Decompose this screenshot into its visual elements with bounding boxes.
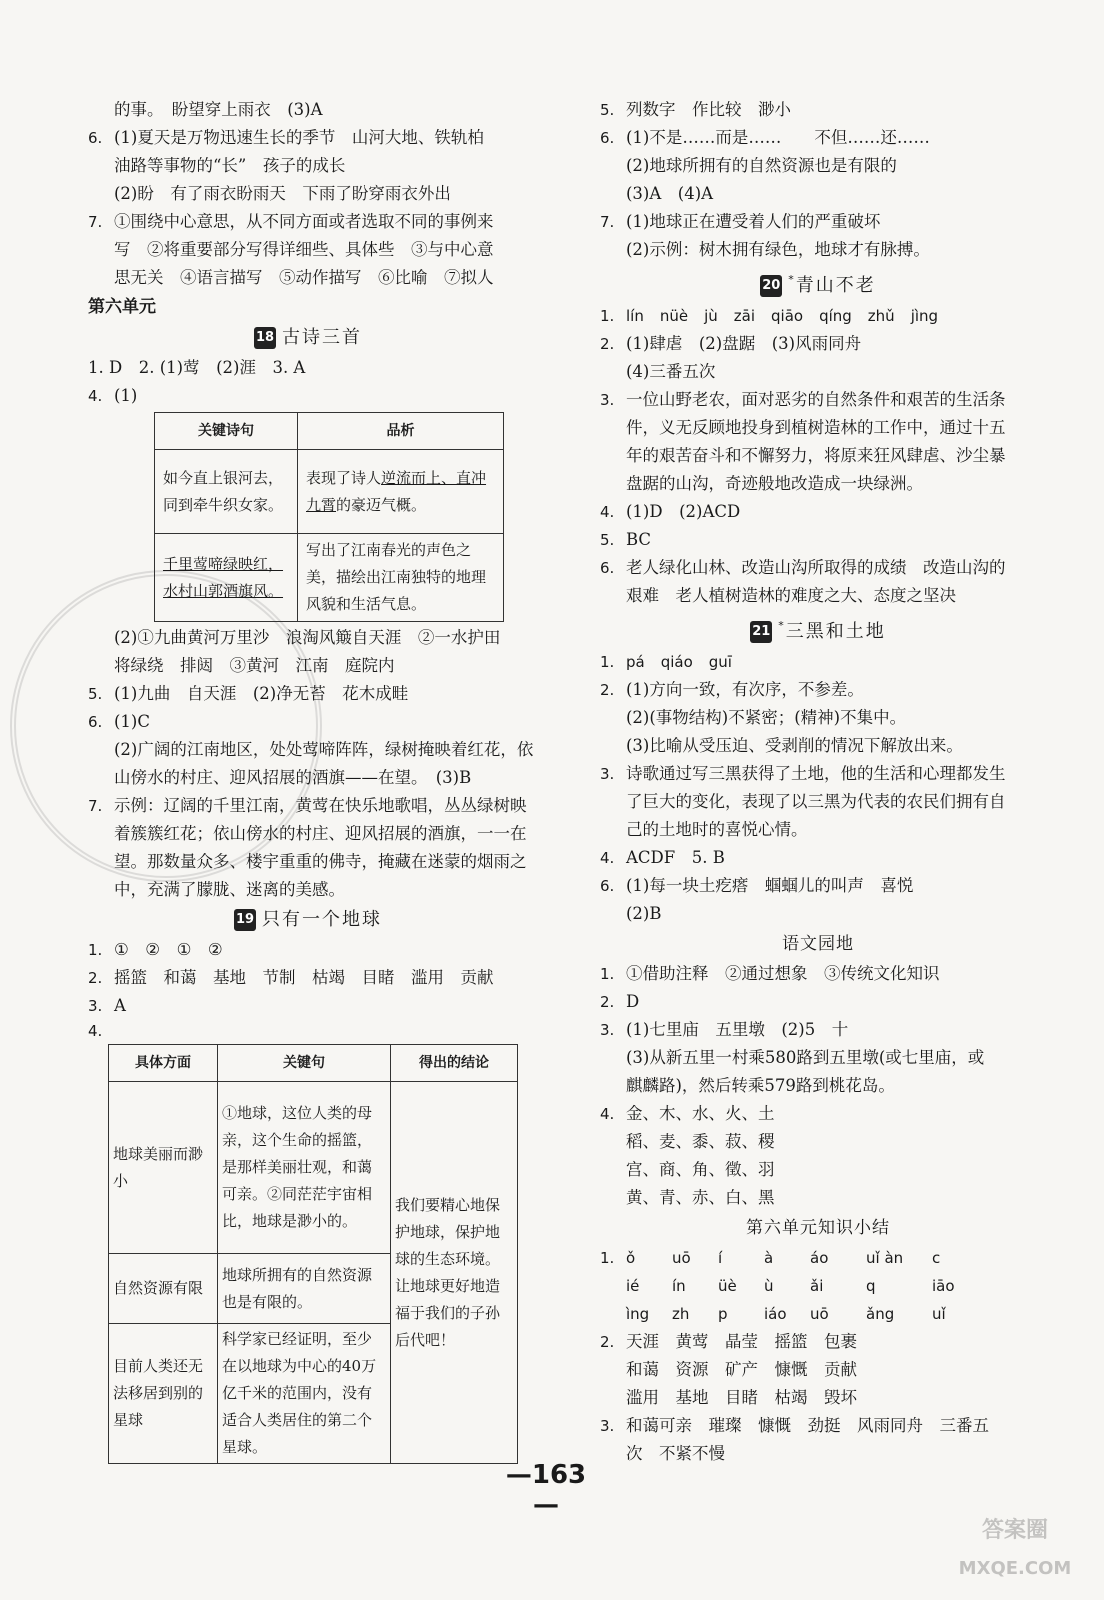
lesson-number-badge: 19 [234, 909, 256, 931]
section-heading-summary: 第六单元知识小结 [746, 1218, 890, 1238]
table-cell: 科学家已经证明，至少在以地球为中心的40万亿千米的范围内，没有适合人类居住的第二个星球。 [218, 1324, 391, 1464]
site-watermark: 答案圈 MXQE.COM [958, 1518, 1072, 1579]
table-cell: 目前人类还无法移居到别的星球 [109, 1324, 218, 1464]
section-heading-garden: 语文园地 [782, 934, 854, 954]
lesson-number-badge: 21 [750, 621, 772, 643]
page-number: —163— [505, 1460, 587, 1520]
earth-analysis-table [108, 1044, 518, 1464]
answer-text: (1)夏天是万物迅速生长的季节 山河大地、铁轨柏 [114, 128, 484, 147]
right-column: 5. 列数字 作比较 渺小 6. (1)不是……而是…… 不但……还…… (2)地球所拥有的自然资源也是有限的 (3)A (4)A 7. (1)地球正在遭受着人们的严重破坏 (2)示例：树木拥有绿色，地球才有脉搏。 20 * 青山不老 1. lín nüè jù zāi qiāo qíng zhǔ jìng 2. (1)肆虐 (2)盘踞 (3)风雨同舟 (4)三番五次 3. 一位山野老农，面对恶劣的自然条件和艰苦的生活条 件，义无反顾地投身到植树造林的工作中，通过十五 年的艰苦奋斗和不懈努力，将原来狂风肆虐、沙尘暴 盘踞的山沟，奇迹般地改造成一块绿洲。 4. (1)D (2)ACD 5. BC 6. 老人绿化山林、改造山沟所取得的成绩 改造山沟的 艰难 老人植树造林的难度之大、态度之坚决 21 * 三黑和土地 1. pá qiáo guī 2. (1)方向一致，有次序，不参差。 (2)(事物结构)不紧密；(精神)不集中。 (3)比喻从受压迫、受剥削的情况下解放出来。 3. 诗歌通过写三黑获得了土地，他的生活和心理都发生 了巨大的变化，表现了以三黑为代表的农民们拥有自 己的土地时的喜悦心情。 4. ACDF 5. B 6. (1)每一块土疙瘩 蝈蝈儿的叫声 喜悦 (2)B 语文园地 1. ①借助注释 ②通过想象 ③传统文化知识 2. D 3. (1)七里庙 五里墩 (2)5 十 (3)从新五里一村乘580路到五里墩(或七里庙，或 麒麟路)，然后转乘579路到桃花岛。 4. 金、木、水、火、土 稻、麦、黍、菽、稷 宫、商、角、徵、羽 黄、青、赤、白、黑 第六单元知识小结 1. ǒ uō í à áo uǐ àn c ié ín üè ù ǎi q iāo ìng zh p iáo uō ǎng uǐ 2. 天涯 黄莺 晶莹 摇篮 包裹 和蔼 资源 矿产 慷慨 贡献 滥用 基地 目睹 枯竭 毁坏 3. 和蔼可亲 璀璨 慷慨 劲挺 风雨同舟 三番五 次 不紧不慢 [600, 96, 1036, 1468]
pinyin-list: lín nüè jù zāi qiāo qíng zhǔ jìng [626, 307, 939, 325]
pinyin-grid-row: ìng zh p iáo uō ǎng uǐ [626, 1305, 946, 1323]
lesson-number-badge: 20 [760, 275, 782, 297]
table-cell: 地球所拥有的自然资源也是有限的。 [218, 1254, 391, 1324]
table-cell: ①地球，这位人类的母亲，这个生命的摇篮，是那样美丽壮观，和蔼可亲。②同茫茫宇宙相比，地球是渺小的。 [218, 1082, 391, 1254]
table-header: 品析 [298, 413, 504, 450]
pinyin-grid-row: ǒ uō í à áo uǐ àn c [626, 1249, 941, 1267]
table-header: 得出的结论 [391, 1045, 518, 1082]
pinyin-grid-row: ié ín üè ù ǎi q iāo [626, 1277, 955, 1295]
left-column: 的事。 盼望穿上雨衣 (3)A 6. (1)夏天是万物迅速生长的季节 山河大地、铁轨柏 油路等事物的“长” 孩子的成长 (2)盼 有了雨衣盼雨天 下雨了盼穿雨衣外出 7. ①围绕中心意思，从不同方面或者选取不同的事例来 写 ②将重要部分写得详细些、具体些 ③与中心意 思无关 ④语言描写 ⑤动作描写 ⑥比喻 ⑦拟人 第六单元 18 古诗三首 1. D 2. (1)莺 (2)涯 3. A 4. (1) 关键诗句 品析 如今直上银河去，同到牵牛织女家。 表现了诗人逆流而上、直冲九霄的豪迈气概。 千里莺啼绿映红， 水村山郭酒旗风。 写出了江南春光的声色之美，描绘出江南独特的地理风貌和生活气息。 (2)①九曲黄河万里沙 浪淘风簸自天涯 ②一水护田 将绿绕 排闼 ③黄河 江南 庭院内 5. (1)九曲 自天涯 (2)净无苔 花木成畦 6. (1)C (2)广阔的江南地区，处处莺啼阵阵，绿树掩映着红花，依 山傍水的村庄、迎风招展的酒旗——在望。 (3)B 7. 示例：辽阔的千里江南，黄莺在快乐地歌唱，丛丛绿树映 着簇簇红花；依山傍水的村庄、迎风招展的酒旗，一一在 望。那数量众多、楼宇重重的佛寺，掩藏在迷蒙的烟雨之 中，充满了朦胧、迷离的美感。 19 只有一个地球 1. ① ② ① ② 2. 摇篮 和蔼 基地 节制 枯竭 目睹 滥用 贡献 3. A 4. 具体方面 关键句 得出的结论 地球美丽而渺小 ①地球，这位人类的母亲，这个生命的摇篮，是那样美丽壮观，和蔼可亲。②同茫茫宇宙相比，地球是渺小的。 我们要精心地保护地球，保护地球的生态环境。让地球更好地造福于我们的子孙后代吧！ 自然资源有限 地球所拥有的自然资源也是有限的。 目前人类还无法移居到别的星球 科学家已经证明，至少在以地球为中心的40万亿千米的范围内，没有适合人类居住的第二个星球。 [88, 96, 528, 1464]
table-header: 关键诗句 [155, 413, 298, 450]
table-header: 具体方面 [109, 1045, 218, 1082]
unit-heading: 第六单元 [88, 297, 156, 317]
lesson-heading-18: 18 古诗三首 [255, 327, 362, 348]
answer-line: 的事。 盼望穿上雨衣 (3)A [114, 100, 323, 119]
table-cell: 表现了诗人逆流而上、直冲九霄的豪迈气概。 [298, 450, 504, 534]
pinyin-list: pá qiáo guī [626, 653, 732, 671]
table-cell: 千里莺啼绿映红， 水村山郭酒旗风。 [155, 534, 298, 622]
lesson-number-badge: 18 [254, 327, 276, 349]
table-cell: 如今直上银河去，同到牵牛织女家。 [155, 450, 298, 534]
table-header: 关键句 [218, 1045, 391, 1082]
poem-analysis-table [154, 412, 504, 622]
lesson-heading-20: 20 * 青山不老 [762, 273, 876, 296]
table-cell: 自然资源有限 [109, 1254, 218, 1324]
lesson-heading-21: 21 * 三黑和土地 [752, 619, 886, 642]
table-cell: 写出了江南春光的声色之美，描绘出江南独特的地理风貌和生活气息。 [298, 534, 504, 622]
lesson-heading-19: 19 只有一个地球 [235, 909, 382, 930]
table-cell: 地球美丽而渺小 [109, 1082, 218, 1254]
table-cell: 我们要精心地保护地球，保护地球的生态环境。让地球更好地造福于我们的子孙后代吧！ [391, 1082, 518, 1464]
